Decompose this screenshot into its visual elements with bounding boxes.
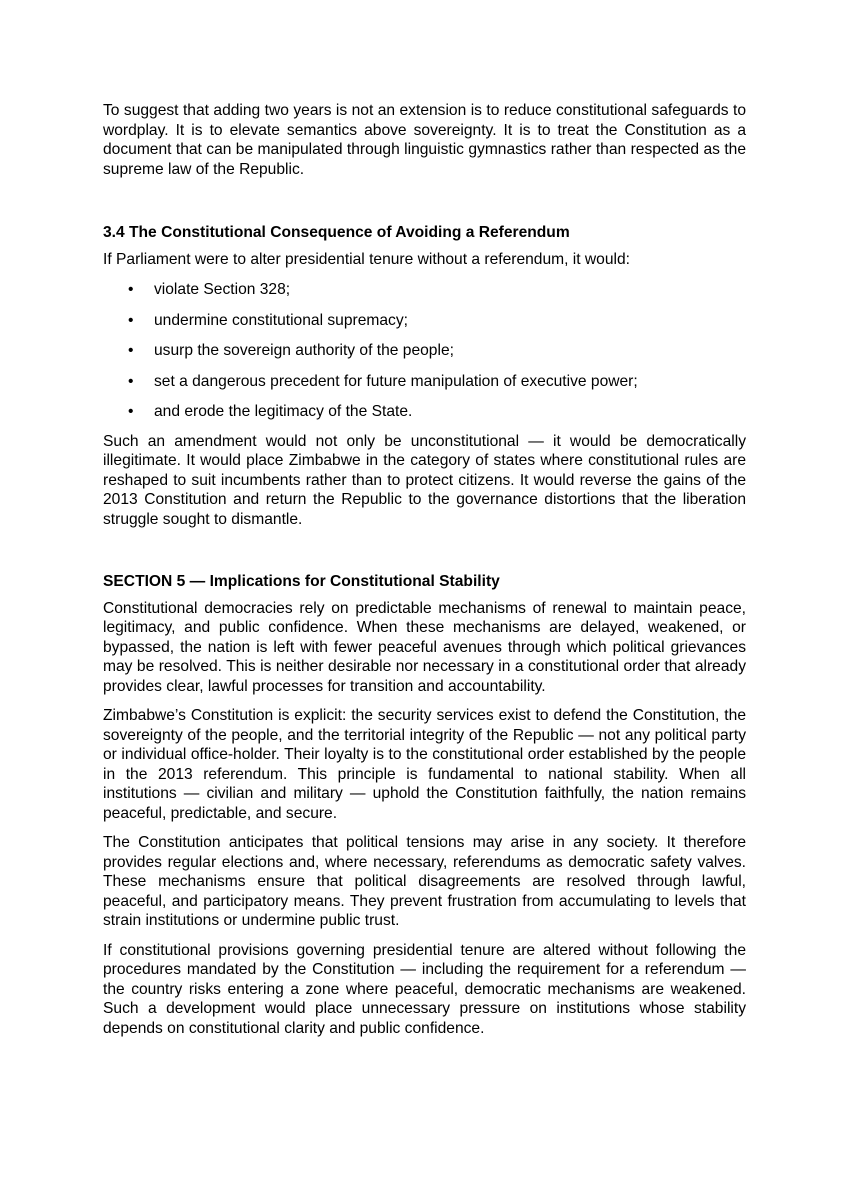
- bullet-text: and erode the legitimacy of the State.: [154, 403, 413, 420]
- section-3-4-bullet-list: [103, 280, 746, 422]
- section-5-paragraph: Zimbabwe’s Constitution is explicit: the security services exist to defend the Constitution, the sovereignty of the people, and the territorial integrity of the Republic — not any political party or individual office-holder. Their loyalty is to the constitutional order established by the people in the 2013 referendum. This principle is fundamental to national stability. When all institutions — civilian and military — uphold the Constitution faithfully, the nation remains peaceful, predictable, and secure.: [103, 707, 746, 822]
- section-3-4-lead: If Parliament were to alter presidential tenure without a referendum, it would:: [103, 250, 630, 268]
- bullet-dot-icon: •: [128, 372, 134, 390]
- bullet-dot-icon: •: [128, 403, 134, 420]
- intro-paragraph: To suggest that adding two years is not an extension is to reduce constitutional safeguards to wordplay. It is to elevate semantics above sovereignty. It is to treat the Constitution as a document that can be manipulated through linguistic gymnastics rather than respected as the supreme law of the Republic.: [103, 102, 746, 178]
- bullet-text: set a dangerous precedent for future manipulation of executive power;: [154, 372, 638, 390]
- section-3-4-heading: 3.4 The Constitutional Consequence of Avoiding a Referendum: [103, 224, 570, 241]
- bullet-dot-icon: •: [128, 281, 134, 298]
- section-5-paragraph: Constitutional democracies rely on predictable mechanisms of renewal to maintain peace, legitimacy, and public confidence. When these mechanisms are delayed, weakened, or bypassed, the nation is left with fewer peaceful avenues through which political grievances may be resolved. This is neither desirable nor necessary in a constitutional order that already provides clear, lawful processes for transition and accountability.: [103, 599, 746, 695]
- document-page: [103, 101, 746, 1038]
- bullet-text: undermine constitutional supremacy;: [154, 311, 408, 329]
- bullet-item: [103, 341, 746, 361]
- section-5-heading: SECTION 5 — Implications for Constitutional Stability: [103, 573, 500, 590]
- bullet-text: usurp the sovereign authority of the people;: [154, 342, 454, 359]
- bullet-item: [103, 372, 746, 392]
- section-3-4-closing: Such an amendment would not only be unconstitutional — it would be democratically illegitimate. It would place Zimbabwe in the category of states where constitutional rules are reshaped to suit incumbents rather than to protect citizens. It would reverse the gains of the 2013 Constitution and return the Republic to the governance distortions that the liberation struggle sought to dismantle.: [103, 432, 746, 528]
- bullet-item: [103, 280, 746, 300]
- bullet-text: violate Section 328;: [154, 281, 291, 298]
- section-5-paragraph: If constitutional provisions governing presidential tenure are altered without following the procedures mandated by the Constitution — including the requirement for a referendum — the country risks entering a zone where peaceful, democratic mechanisms are weakened. Such a development would place unnecessary pressure on institutions whose stability depends on constitutional clarity and public confidence.: [103, 941, 746, 1037]
- section-5-paragraph: The Constitution anticipates that political tensions may arise in any society. It therefore provides regular elections and, where necessary, referendums as democratic safety valves. These mechanisms ensure that political disagreements are resolved through lawful, peaceful, and participatory means. They prevent frustration from accumulating to levels that strain institutions or undermine public trust.: [103, 834, 746, 929]
- bullet-item: [103, 311, 746, 331]
- bullet-dot-icon: •: [128, 311, 134, 329]
- bullet-dot-icon: •: [128, 342, 134, 359]
- bullet-item: [103, 402, 746, 422]
